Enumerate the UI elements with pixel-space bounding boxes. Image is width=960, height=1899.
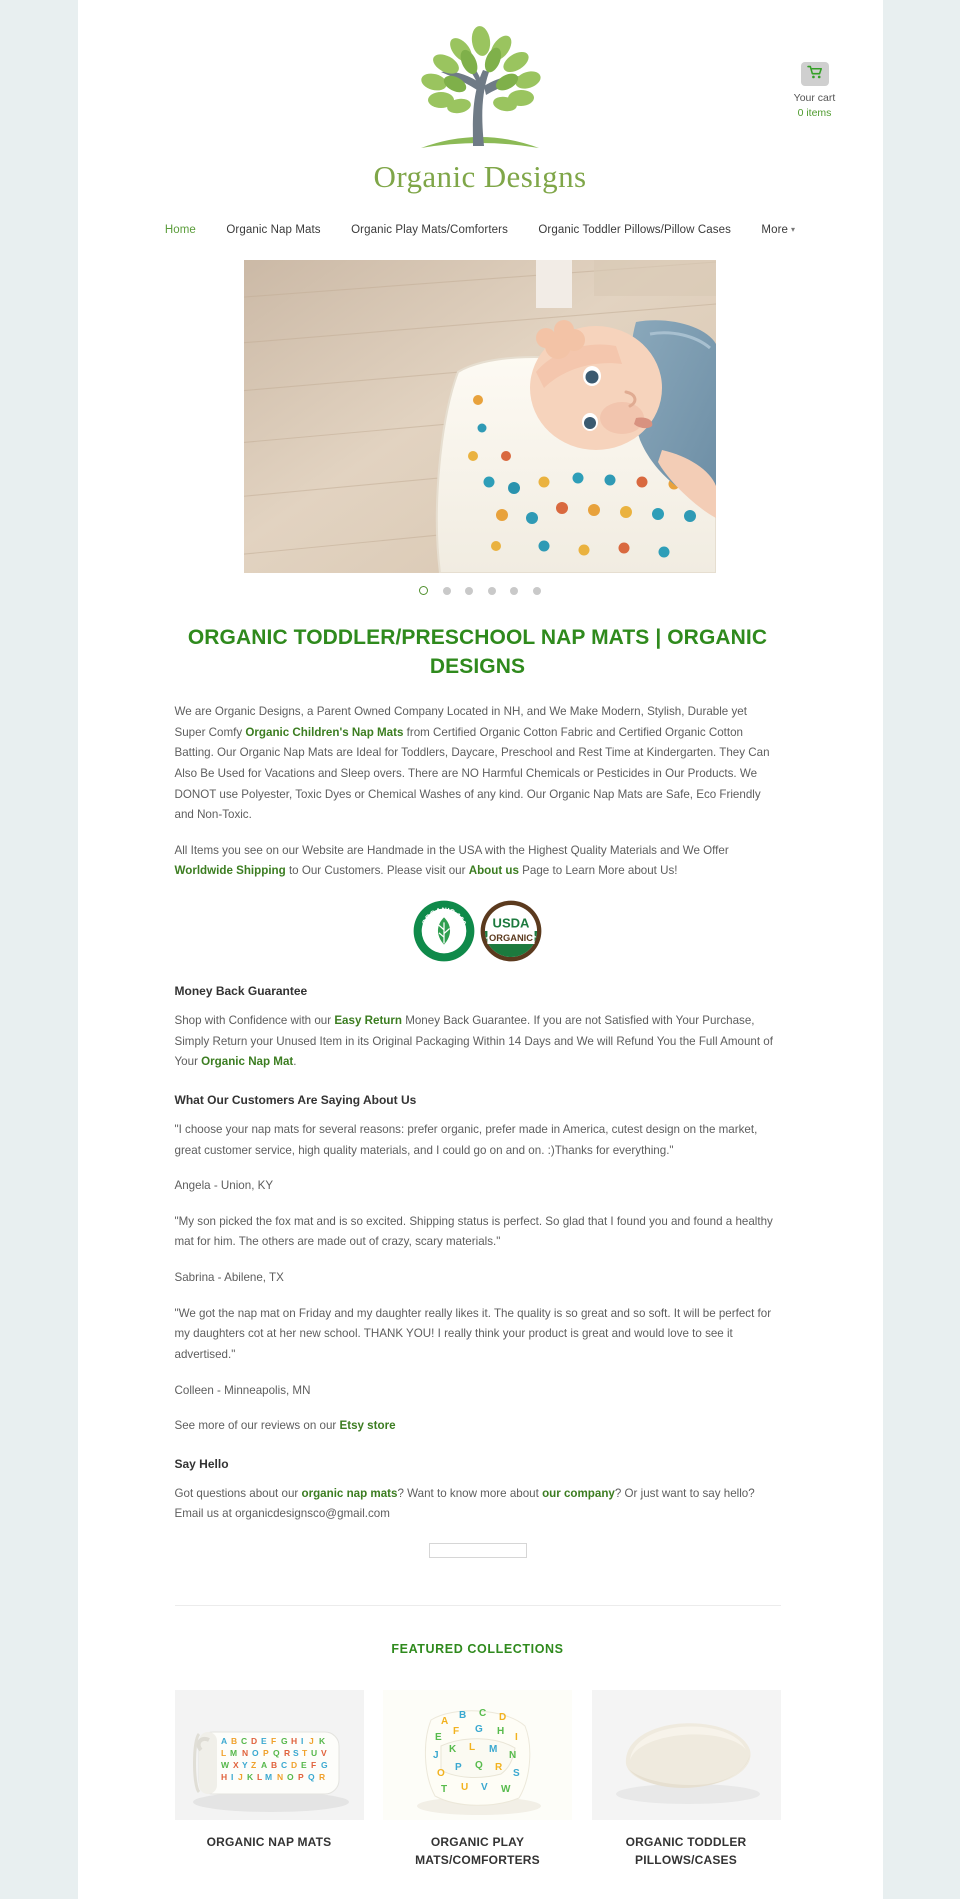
svg-text:Q: Q [272,1748,280,1759]
hero-slider-dots [244,582,716,596]
svg-text:O: O [437,1768,445,1780]
svg-text:C: C [280,1760,287,1771]
organic-nap-mat-link[interactable]: Organic Nap Mat [201,1055,294,1069]
our-company-link[interactable]: our company [542,1486,615,1500]
svg-text:M: M [229,1748,237,1759]
svg-text:Q: Q [307,1772,315,1783]
svg-text:V: V [320,1748,327,1759]
svg-text:T: T [301,1748,307,1759]
svg-text:G: G [475,1724,483,1736]
nav-item-organic-nap-mats[interactable]: Organic Nap Mats [226,224,321,237]
hero-slider[interactable] [244,260,716,573]
page-title: ORGANIC TODDLER/PRESCHOOL NAP MATS | ORGANIC DESIGNS [187,626,768,679]
intro-paragraph [175,702,781,826]
svg-text:D: D [499,1712,507,1724]
svg-text:F: F [310,1760,316,1771]
intro-text-part1: We are Organic Designs, a Parent Owned Company Located in NH, and We Make Modern, Stylish, Durable yet Super Comfy [174,705,747,739]
nav-item-more-label: More [761,224,789,237]
svg-text:H: H [220,1772,227,1783]
svg-text:K: K [449,1744,457,1756]
nav-item-organic-play-mats-comforters[interactable]: Organic Play Mats/Comforters [351,224,508,237]
usda-organic-badge [480,915,542,943]
easy-return-link[interactable]: Easy Return [334,1014,402,1028]
more-reviews-paragraph [175,1416,781,1437]
svg-text:J: J [433,1750,439,1762]
svg-text:I: I [230,1772,233,1783]
svg-text:A: A [220,1736,227,1747]
collection-label: ORGANIC NAP MATS [206,1835,332,1850]
svg-text:C: C [479,1708,487,1720]
money-back-guarantee-heading: Money Back Guarantee [174,984,308,999]
collection-card-organic-nap-mats[interactable] [175,1690,364,1869]
svg-text:F: F [270,1736,276,1747]
testimonials-heading: What Our Customers Are Saying About Us [174,1092,417,1107]
svg-text:U: U [461,1782,469,1794]
svg-text:M: M [264,1772,272,1783]
svg-text:ORGANIC: ORGANIC [488,932,533,943]
intro-text-part2: from Certified Organic Cotton Fabric and Certified Organic Cotton Batting. Our Organic Nap Mats are Ideal for Toddlers, Daycare, Preschool and Rest Time at Kindergarten. They Can Also Be Used for Vacations and Sleep overs. There are NO Harmful Chemicals or Pesticides in Our Products. We DONOT use Polyester, Toxic Dyes or Chemical Washes of any kind. Our Organic Nap Mats are Safe, Eco Friendly and Non-Toxic. [174,725,770,822]
svg-text:O: O [251,1748,259,1759]
svg-text:N: N [276,1772,283,1783]
collection-label: ORGANIC PLAY MATS/COMFORTERS [415,1835,540,1868]
main-content [78,624,883,1899]
cart-button[interactable] [801,62,829,86]
organic-nap-mats-link[interactable]: organic nap mats [301,1486,398,1500]
testimonial-author: Sabrina - Abilene, TX [174,1271,284,1285]
svg-text:P: P [455,1762,462,1774]
svg-text:B: B [459,1710,467,1722]
cream-toddler-pillow-image [592,1690,781,1820]
site-header [78,0,883,204]
svg-text:L: L [469,1742,476,1754]
section-divider [175,1605,781,1606]
svg-text:V: V [481,1782,488,1794]
rolled-alphabet-nap-mat-image [175,1690,364,1820]
worldwide-shipping-link[interactable]: Worldwide Shipping [174,864,286,878]
svg-text:G: G [320,1760,328,1771]
nav-item-home[interactable]: Home [164,224,196,237]
svg-text:K: K [318,1736,325,1747]
testimonial-author: Angela - Union, KY [174,1179,274,1193]
svg-text:T: T [441,1784,448,1796]
svg-text:S: S [513,1768,520,1780]
featured-collections-title: FEATURED COLLECTIONS [391,1642,564,1657]
embed-placeholder-box[interactable] [429,1543,527,1558]
nav-item-more[interactable] [761,224,795,236]
svg-text:X: X [232,1760,239,1771]
tree-logo-icon [78,26,883,158]
folded-alphabet-play-mat-image [383,1690,572,1820]
svg-text:D: D [250,1736,257,1747]
svg-text:N: N [241,1748,248,1759]
more-reviews-prefix: See more of our reviews on our [174,1419,340,1433]
svg-text:J: J [308,1736,314,1747]
hero-dot-4[interactable] [488,587,496,595]
svg-text:I: I [300,1736,303,1747]
svg-text:H: H [497,1726,505,1738]
svg-text:J: J [237,1772,243,1783]
shopping-cart-icon [807,65,823,84]
svg-text:ORGANIC 100: ORGANIC 100 [420,906,468,927]
hero-dot-6[interactable] [533,587,541,595]
svg-text:O: O [286,1772,294,1783]
svg-text:H: H [290,1736,297,1747]
svg-text:D: D [290,1760,297,1771]
certification-badges [175,900,781,962]
testimonial-quote: "We got the nap mat on Friday and my daughter really likes it. The quality is so great and so soft. It will be perfect for my daughters cot at her new school. THANK YOU! I really think your product is great and would love to see it advertised." [174,1306,772,1361]
featured-collections-grid [175,1690,781,1899]
organic-100-content-standard-badge [413,906,479,955]
contact-text-part1: Got questions about our [174,1486,302,1500]
svg-text:L: L [256,1772,262,1783]
guarantee-text-part1: Shop with Confidence with our [174,1014,335,1028]
shipping-text-part1: All Items you see on our Website are Handmade in the USA with the Highest Quality Materials and We Offer [174,843,729,857]
svg-text:A: A [260,1760,267,1771]
svg-text:I: I [515,1732,518,1744]
svg-text:E: E [300,1760,307,1771]
svg-text:S: S [292,1748,299,1759]
hero-dot-3[interactable] [465,587,473,595]
cart-widget[interactable] [775,62,855,121]
svg-text:G: G [280,1736,288,1747]
svg-text:L: L [220,1748,226,1759]
organic-childrens-nap-mats-link[interactable]: Organic Children's Nap Mats [245,725,404,739]
svg-text:B: B [230,1736,237,1747]
svg-text:K: K [246,1772,253,1783]
shipping-paragraph [175,841,781,882]
svg-text:Y: Y [241,1760,248,1771]
testimonial-quote: "I choose your nap mats for several reasons: prefer organic, prefer made in America, cutest design on the market, great customer service, high quality materials, and I could go on and on. :)Thanks for everything." [174,1122,758,1157]
svg-text:R: R [318,1772,325,1783]
svg-text:USDA: USDA [492,915,530,931]
main-navigation [78,204,883,250]
shipping-text-part2: to Our Customers. Please visit our [285,864,469,878]
svg-text:Z: Z [250,1760,256,1771]
guarantee-text-part3: . [293,1055,297,1069]
site-logo[interactable] [78,26,883,194]
hero-dot-5[interactable] [510,587,518,595]
etsy-store-link[interactable]: Etsy store [339,1419,396,1433]
embed-placeholder-row [175,1543,781,1563]
svg-text:P: P [262,1748,269,1759]
svg-text:A: A [441,1716,449,1728]
svg-text:U: U [310,1748,317,1759]
contact-paragraph [175,1484,781,1525]
svg-text:C: C [240,1736,247,1747]
collection-label: ORGANIC TODDLER PILLOWS/CASES [625,1835,747,1868]
svg-text:E: E [260,1736,267,1747]
about-us-link[interactable]: About us [468,864,519,878]
svg-text:M: M [489,1744,498,1756]
cart-label: Your cart [793,92,836,104]
svg-text:W: W [220,1760,229,1771]
hero-dot-2[interactable] [443,587,451,595]
contact-text-part3: ? Or just want to say hello? Email us at organicdesignsco@gmail.com [174,1486,755,1521]
testimonial-quote: "My son picked the fox mat and is so excited. Shipping status is perfect. So glad that I found you and found a healthy mat for him. The others are made out of crazy, scary materials." [174,1214,773,1249]
svg-text:E: E [435,1732,442,1744]
svg-text:R: R [283,1748,290,1759]
svg-text:R: R [495,1762,503,1774]
collection-card-organic-toddler-pillows-cases[interactable] [592,1690,781,1869]
nav-item-organic-toddler-pillows-pillow-cases[interactable]: Organic Toddler Pillows/Pillow Cases [538,224,731,237]
testimonial-author: Colleen - Minneapolis, MN [174,1383,311,1397]
svg-text:B: B [270,1760,277,1771]
hero-dot-1[interactable] [419,586,428,595]
svg-text:P: P [297,1772,304,1783]
svg-text:F: F [453,1726,460,1738]
guarantee-text-part2: Money Back Guarantee. If you are not Satisfied with Your Purchase, Simply Return your Unused Item in its Original Packaging Within 14 Days and We will Refund You the Full Amount of Your [174,1014,773,1069]
svg-text:N: N [509,1750,517,1762]
page-container [78,0,883,1899]
say-hello-heading: Say Hello [174,1456,229,1471]
svg-text:content standard: content standard [422,935,466,955]
svg-text:W: W [501,1784,511,1796]
shipping-text-part3: Page to Learn More about Us! [518,864,678,878]
contact-text-part2: ? Want to know more about [397,1486,543,1500]
logo-wordmark: Organic Designs [373,159,587,194]
cart-item-count: 0 items [797,107,832,120]
collection-card-organic-play-mats-comforters[interactable] [383,1690,572,1869]
money-back-guarantee-paragraph [175,1011,781,1073]
chevron-down-icon: ▾ [791,225,796,235]
svg-text:Q: Q [475,1760,483,1772]
